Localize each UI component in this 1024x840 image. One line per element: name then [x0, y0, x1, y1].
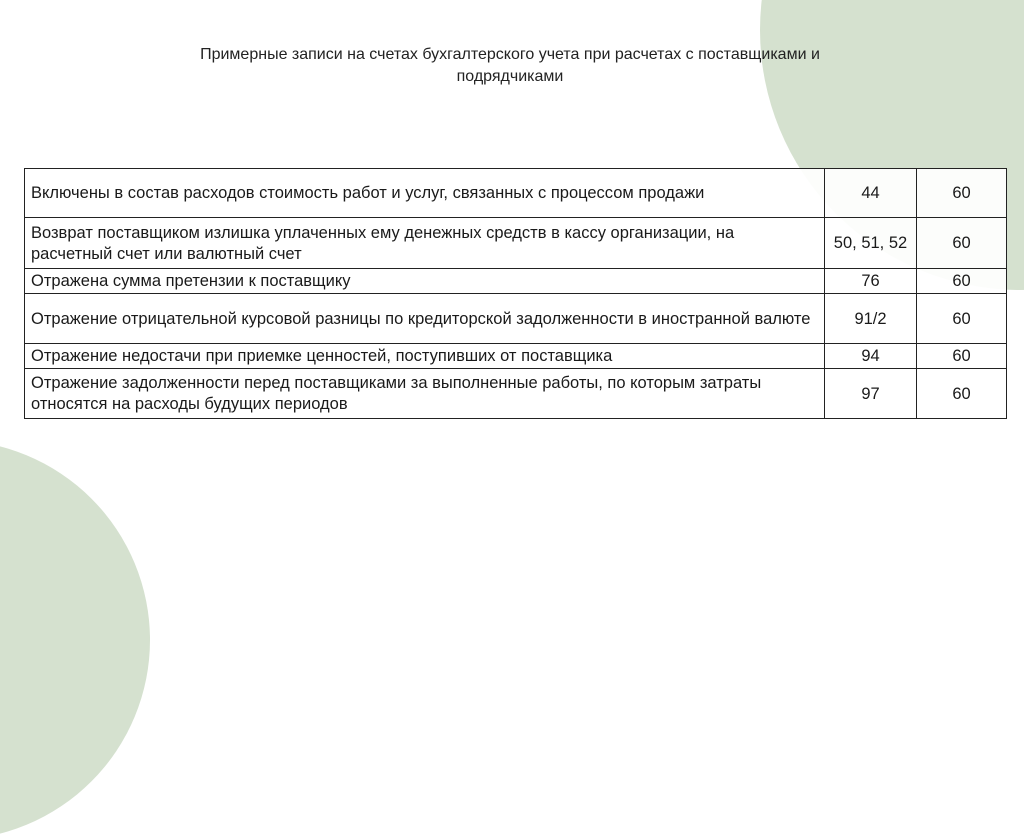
table-row	[25, 344, 1007, 369]
slide-title: Примерные записи на счетах бухгалтерского учета при расчетах с поставщиками и подрядчиками	[200, 46, 820, 85]
debit-account: 94	[825, 344, 917, 369]
table-row	[25, 294, 1007, 344]
entry-description: Отражение недостачи при приемке ценностей, поступивших от поставщика	[25, 344, 825, 369]
credit-account: 60	[917, 294, 1007, 344]
decorative-circle-bottom	[0, 440, 150, 840]
debit-account: 50, 51, 52	[825, 218, 917, 269]
credit-account: 60	[917, 344, 1007, 369]
accounting-entries-table	[24, 168, 1007, 419]
entry-description: Отражение задолженности перед поставщиками за выполненные работы, по которым затраты относятся на расходы будущих периодов	[25, 369, 825, 419]
entry-description: Возврат поставщиком излишка уплаченных ему денежных средств в кассу организации, на расчетный счет или валютный счет	[25, 218, 825, 269]
table-row	[25, 169, 1007, 218]
credit-account: 60	[917, 369, 1007, 419]
debit-account: 44	[825, 169, 917, 218]
credit-account: 60	[917, 169, 1007, 218]
credit-account: 60	[917, 269, 1007, 294]
table-row	[25, 369, 1007, 419]
entry-description: Включены в состав расходов стоимость работ и услуг, связанных с процессом продажи	[25, 169, 825, 218]
table-row	[25, 269, 1007, 294]
debit-account: 97	[825, 369, 917, 419]
entry-description: Отражена сумма претензии к поставщику	[25, 269, 825, 294]
entry-description: Отражение отрицательной курсовой разницы по кредиторской задолженности в иностранной валюте	[25, 294, 825, 344]
table-row	[25, 218, 1007, 269]
debit-account: 91/2	[825, 294, 917, 344]
credit-account: 60	[917, 218, 1007, 269]
debit-account: 76	[825, 269, 917, 294]
